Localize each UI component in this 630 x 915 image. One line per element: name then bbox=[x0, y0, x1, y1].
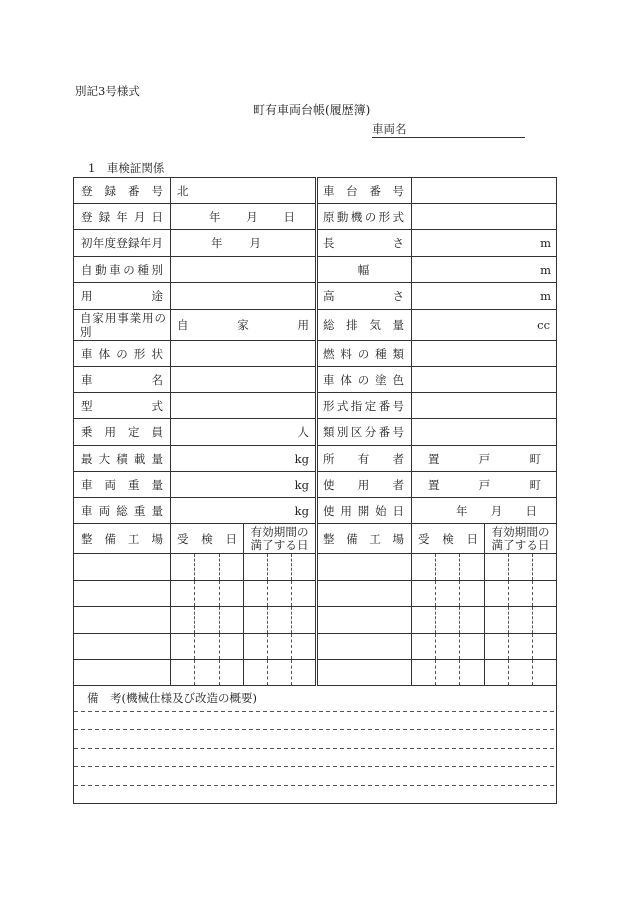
remarks-line bbox=[74, 748, 556, 749]
remarks-area bbox=[74, 686, 557, 804]
expiry-date-cell bbox=[485, 554, 509, 581]
maintenance-shop-cell bbox=[74, 660, 171, 686]
user-label: 使用者 bbox=[317, 472, 412, 498]
inspection-date-cell bbox=[412, 554, 436, 581]
fuel-type-value bbox=[412, 341, 557, 367]
inspection-date-header: 受検日 bbox=[412, 524, 485, 554]
model-value bbox=[171, 393, 317, 419]
expiry-date-cell bbox=[268, 660, 292, 686]
passenger-capacity-unit: 人 bbox=[171, 419, 317, 446]
inspection-date-cell bbox=[220, 660, 244, 686]
expiry-date-cell bbox=[244, 660, 268, 686]
vehicle-weight-label: 車両重量 bbox=[74, 472, 171, 498]
height-unit: m bbox=[412, 283, 557, 310]
purpose-label: 用途 bbox=[74, 283, 171, 310]
expiry-date-cell bbox=[485, 607, 509, 634]
vehicle-register-table bbox=[73, 177, 557, 804]
registration-number-value: 北 bbox=[171, 178, 317, 204]
max-load-label: 最大積載量 bbox=[74, 446, 171, 472]
owner-label: 所有者 bbox=[317, 446, 412, 472]
expiry-date-cell bbox=[509, 660, 533, 686]
height-label: 高さ bbox=[317, 283, 412, 310]
expiry-date-cell bbox=[292, 660, 317, 686]
maintenance-shop-header: 整備工場 bbox=[317, 524, 412, 554]
inspection-date-cell bbox=[220, 554, 244, 581]
inspection-date-cell bbox=[460, 660, 485, 686]
table-row bbox=[74, 310, 557, 341]
table-row bbox=[74, 204, 557, 230]
gross-vehicle-weight-label: 車両総重量 bbox=[74, 498, 171, 524]
vehicle-name-label: 車両名 bbox=[372, 122, 407, 136]
form-number: 別記3号様式 bbox=[75, 84, 140, 98]
owner-value: 置戸町 bbox=[412, 446, 557, 472]
maintenance-shop-header: 整備工場 bbox=[74, 524, 171, 554]
passenger-capacity-label: 乗用定員 bbox=[74, 419, 171, 446]
body-color-value bbox=[412, 367, 557, 393]
expiry-date-cell bbox=[244, 581, 268, 607]
table-row bbox=[74, 230, 557, 257]
expiry-date-cell bbox=[268, 607, 292, 634]
maintenance-row bbox=[74, 554, 557, 581]
expiry-date-cell bbox=[509, 607, 533, 634]
private-business-use-value: 自家用 bbox=[171, 310, 317, 341]
first-registration-value: 年 月 bbox=[171, 230, 317, 257]
inspection-date-cell bbox=[436, 581, 460, 607]
table-row bbox=[74, 178, 557, 204]
inspection-date-header: 受検日 bbox=[171, 524, 244, 554]
displacement-label: 総排気量 bbox=[317, 310, 412, 341]
expiry-date-cell bbox=[509, 581, 533, 607]
expiry-date-cell bbox=[509, 554, 533, 581]
purpose-value bbox=[171, 283, 317, 310]
vehicle-class-value bbox=[171, 257, 317, 283]
inspection-date-cell bbox=[195, 634, 220, 660]
remarks-line bbox=[74, 711, 556, 712]
inspection-date-cell bbox=[171, 660, 195, 686]
inspection-date-cell bbox=[171, 554, 195, 581]
chassis-number-label: 車台番号 bbox=[317, 178, 412, 204]
category-number-label: 類別区分番号 bbox=[317, 419, 412, 446]
expiry-date-header: 有効期間の満了する日 bbox=[491, 524, 550, 552]
expiry-date-cell bbox=[268, 581, 292, 607]
inspection-date-cell bbox=[436, 554, 460, 581]
inspection-date-cell bbox=[460, 554, 485, 581]
length-unit: m bbox=[412, 230, 557, 257]
table-row bbox=[74, 257, 557, 283]
expiry-date-cell bbox=[533, 634, 557, 660]
inspection-date-cell bbox=[412, 660, 436, 686]
table-row bbox=[74, 498, 557, 524]
registration-date-label: 登録年月日 bbox=[74, 204, 171, 230]
first-registration-label: 初年度登録年月 bbox=[74, 230, 171, 257]
chassis-number-value bbox=[412, 178, 557, 204]
vehicle-class-label: 自動車の種別 bbox=[74, 257, 171, 283]
inspection-date-cell bbox=[412, 607, 436, 634]
use-start-date-value: 年 月 日 bbox=[412, 498, 557, 524]
remarks-box bbox=[74, 686, 556, 803]
vehicle-make-label: 車名 bbox=[74, 367, 171, 393]
table-row bbox=[74, 446, 557, 472]
expiry-date-cell bbox=[485, 660, 509, 686]
expiry-date-header-cell bbox=[244, 524, 317, 554]
maintenance-shop-cell bbox=[317, 554, 412, 581]
body-shape-value bbox=[171, 341, 317, 367]
inspection-date-cell bbox=[460, 607, 485, 634]
maintenance-row bbox=[74, 581, 557, 607]
inspection-date-cell bbox=[460, 581, 485, 607]
maintenance-shop-cell bbox=[317, 607, 412, 634]
user-value: 置戸町 bbox=[412, 472, 557, 498]
category-number-value bbox=[412, 419, 557, 446]
inspection-date-cell bbox=[171, 607, 195, 634]
maintenance-shop-cell bbox=[74, 607, 171, 634]
expiry-date-cell bbox=[533, 554, 557, 581]
engine-type-label: 原動機の形式 bbox=[317, 204, 412, 230]
maintenance-shop-cell bbox=[317, 660, 412, 686]
inspection-date-cell bbox=[412, 581, 436, 607]
type-designation-number-value bbox=[412, 393, 557, 419]
fuel-type-label: 燃料の種類 bbox=[317, 341, 412, 367]
registration-number-label: 登録番号 bbox=[74, 178, 171, 204]
expiry-date-cell bbox=[485, 634, 509, 660]
inspection-date-cell bbox=[436, 660, 460, 686]
displacement-unit: cc bbox=[412, 310, 557, 341]
remarks-line bbox=[74, 729, 556, 730]
expiry-date-cell bbox=[533, 581, 557, 607]
maintenance-shop-cell bbox=[317, 634, 412, 660]
table-row bbox=[74, 393, 557, 419]
remarks-label: 備 考(機械仕様及び改造の概要) bbox=[87, 691, 257, 705]
remarks-line bbox=[74, 766, 556, 767]
expiry-date-cell bbox=[268, 634, 292, 660]
table-row bbox=[74, 283, 557, 310]
expiry-date-cell bbox=[244, 554, 268, 581]
maintenance-shop-cell bbox=[317, 581, 412, 607]
inspection-date-cell bbox=[220, 607, 244, 634]
inspection-date-cell bbox=[220, 634, 244, 660]
maintenance-shop-cell bbox=[74, 634, 171, 660]
inspection-date-cell bbox=[171, 581, 195, 607]
vehicle-name-field bbox=[372, 122, 525, 138]
body-shape-label: 車体の形状 bbox=[74, 341, 171, 367]
max-load-unit: kg bbox=[171, 446, 317, 472]
expiry-date-header: 有効期間の満了する日 bbox=[250, 524, 309, 552]
expiry-date-cell bbox=[292, 634, 317, 660]
width-label: 幅 bbox=[317, 257, 412, 283]
inspection-date-cell bbox=[436, 634, 460, 660]
maintenance-row bbox=[74, 634, 557, 660]
body-color-label: 車体の塗色 bbox=[317, 367, 412, 393]
inspection-date-cell bbox=[195, 554, 220, 581]
expiry-date-cell bbox=[244, 607, 268, 634]
vehicle-weight-unit: kg bbox=[171, 472, 317, 498]
remarks-line bbox=[74, 785, 556, 786]
gross-vehicle-weight-unit: kg bbox=[171, 498, 317, 524]
expiry-date-cell bbox=[509, 634, 533, 660]
table-row bbox=[74, 367, 557, 393]
registration-date-value: 年 月 日 bbox=[171, 204, 317, 230]
inspection-date-cell bbox=[171, 634, 195, 660]
document-title: 町有車両台帳(履歴簿) bbox=[253, 103, 371, 117]
inspection-date-cell bbox=[412, 634, 436, 660]
length-label: 長さ bbox=[317, 230, 412, 257]
expiry-date-cell bbox=[533, 660, 557, 686]
expiry-date-cell bbox=[244, 634, 268, 660]
expiry-date-cell bbox=[268, 554, 292, 581]
type-designation-number-label: 形式指定番号 bbox=[317, 393, 412, 419]
private-business-use-label: 自家用事業用の別 bbox=[80, 311, 166, 339]
expiry-date-cell bbox=[292, 607, 317, 634]
table-row bbox=[74, 419, 557, 446]
inspection-date-cell bbox=[460, 634, 485, 660]
inspection-date-cell bbox=[195, 581, 220, 607]
expiry-date-cell bbox=[292, 581, 317, 607]
maintenance-shop-cell bbox=[74, 581, 171, 607]
private-business-use-label-cell bbox=[74, 310, 171, 341]
inspection-date-cell bbox=[195, 607, 220, 634]
expiry-date-cell bbox=[292, 554, 317, 581]
inspection-date-cell bbox=[195, 660, 220, 686]
model-label: 型式 bbox=[74, 393, 171, 419]
expiry-date-cell bbox=[533, 607, 557, 634]
maintenance-row bbox=[74, 660, 557, 686]
maintenance-shop-cell bbox=[74, 554, 171, 581]
remarks-row bbox=[74, 686, 557, 804]
table-row bbox=[74, 341, 557, 367]
width-unit: m bbox=[412, 257, 557, 283]
section-title: 1 車検証関係 bbox=[88, 161, 165, 175]
expiry-date-header-cell bbox=[485, 524, 557, 554]
expiry-date-cell bbox=[485, 581, 509, 607]
inspection-date-cell bbox=[220, 581, 244, 607]
use-start-date-label: 使用開始日 bbox=[317, 498, 412, 524]
maintenance-header-row bbox=[74, 524, 557, 554]
inspection-date-cell bbox=[436, 607, 460, 634]
vehicle-make-value bbox=[171, 367, 317, 393]
maintenance-row bbox=[74, 607, 557, 634]
table-row bbox=[74, 472, 557, 498]
engine-type-value bbox=[412, 204, 557, 230]
